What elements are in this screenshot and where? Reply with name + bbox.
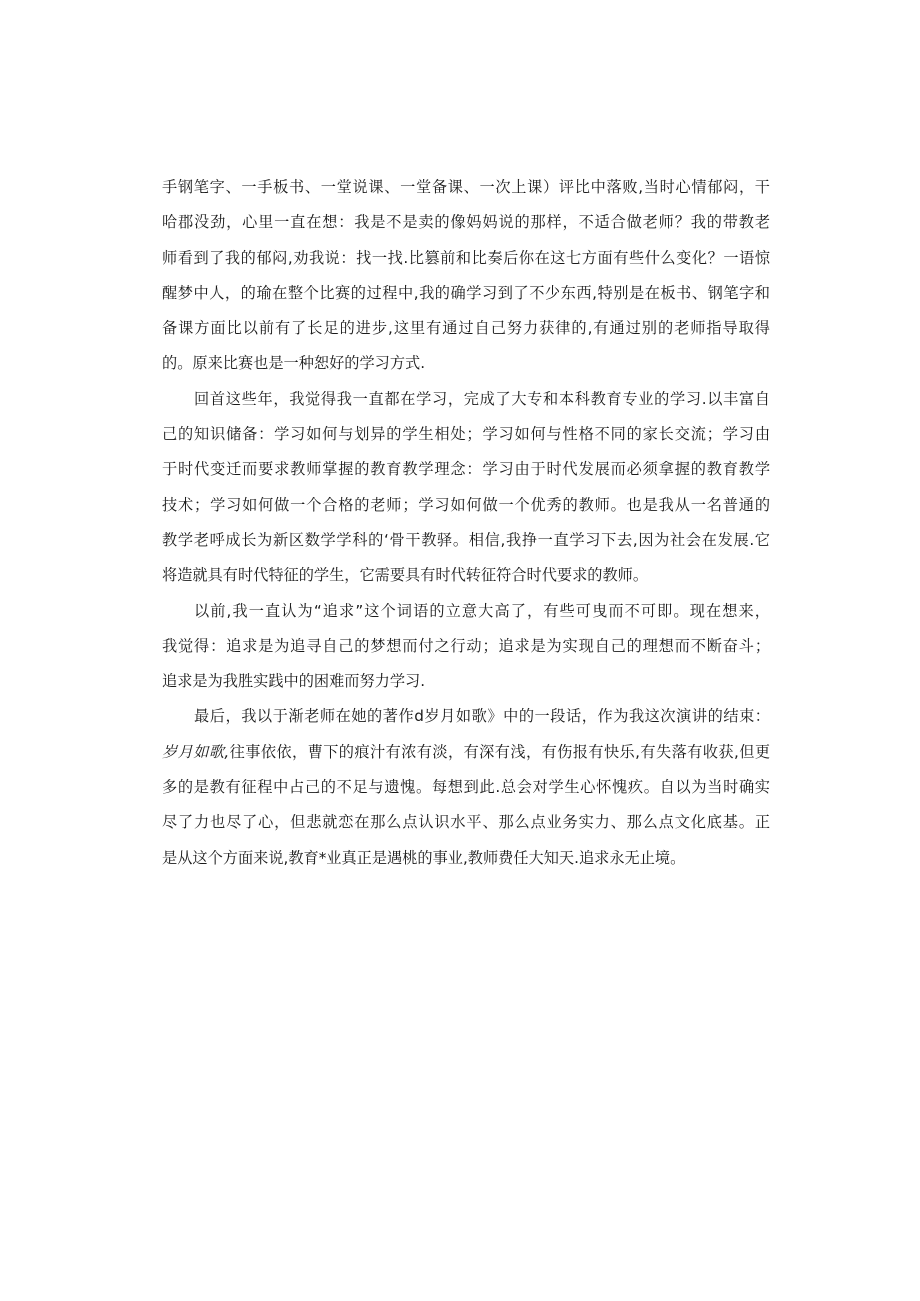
document-page: [162, 170, 770, 876]
paragraph-3: [162, 594, 770, 700]
text-line: 醒梦中人，的瑜在整个比赛的过程中,我的确学习到了不少东西,特别是在板书、钢笔字和: [162, 283, 770, 302]
text-line: 追求是为我胜实践中的困难而努力学习.: [162, 672, 426, 691]
text-line: 备课方面比以前有了长足的进步,这里有通过自己努力获律的,有通过别的老师指导取得: [162, 319, 770, 338]
italic-book-title: 岁月如歌,: [162, 742, 230, 761]
text-line: 尽了力也尽了心，但悲就恋在那么点认识水平、那么点业务实力、那么点文化底基。正: [162, 813, 770, 832]
paragraph-4: [162, 699, 770, 875]
text-line: 哈郡没劲，心里一直在想：我是不是卖的像妈妈说的那样，不适合做老师？我的带教老: [162, 213, 770, 232]
text-line: 最后，我以于渐老师在她的著作d岁月如歌》中的一段话，作为我这次演讲的结束：: [194, 707, 770, 726]
text-line-rest: 往事依依，曹下的痕汁有浓有淡，有深有浅，有伤报有快乐,有失落有收获,但更: [229, 742, 770, 761]
text-line: 技术；学习如何做一个合格的老师；学习如何做一个优秀的教师。也是我从一名普通的: [162, 495, 770, 514]
text-line: 的。原来比赛也是一种恕好的学习方式.: [162, 354, 426, 373]
text-line: 手钢笔字、一手板书、一堂说课、一堂备课、一次上课）评比中落败,当时心情郁闷，干: [162, 178, 770, 196]
text-line: 己的知识储备：学习如何与划异的学生相处；学习如何与性格不同的家长交流；学习由: [162, 425, 770, 444]
text-line: 于时代变迁而要求教师掌握的教育教学理念：学习由于时代发展而必须拿握的教育教学: [162, 460, 770, 479]
text-line: 以前,我一直认为“追求”这个词语的立意大高了，有些可曳而不可即。现在想来，: [194, 601, 770, 620]
text-line: 回首这些年，我觉得我一直都在学习，完成了大专和本科教育专业的学习.以丰富自: [194, 389, 770, 408]
paragraph-2: [162, 382, 770, 594]
text-line-with-italic-lead: [162, 735, 770, 770]
text-line: 多的是教有征程中占己的不足与遗愧。每想到此.总会对学生心怀愧疚。自以为当时确实: [162, 778, 770, 797]
text-line: 师看到了我的郁闷,劝我说：找一找.比篡前和比奏后你在这七方面有些什么变化？一语惊: [162, 248, 770, 267]
text-line: 是从这个方面来说,教育*业真正是遇桃的事业,教师费任大知天.追求永无止境。: [162, 848, 686, 867]
text-line: 将造就具有时代特征的学生，它需要具有时代转征符合时代要求的教师。: [162, 566, 648, 585]
text-line: 教学老呼成长为新区数学学科的‘骨干教驿。相信,我挣一直学习下去,因为社会在发展.它: [162, 530, 770, 549]
text-line: 我觉得：追求是为追寻自己的梦想而付之行动；追求是为实现自己的理想而不断奋斗；: [162, 636, 770, 655]
paragraph-1: [162, 170, 770, 382]
